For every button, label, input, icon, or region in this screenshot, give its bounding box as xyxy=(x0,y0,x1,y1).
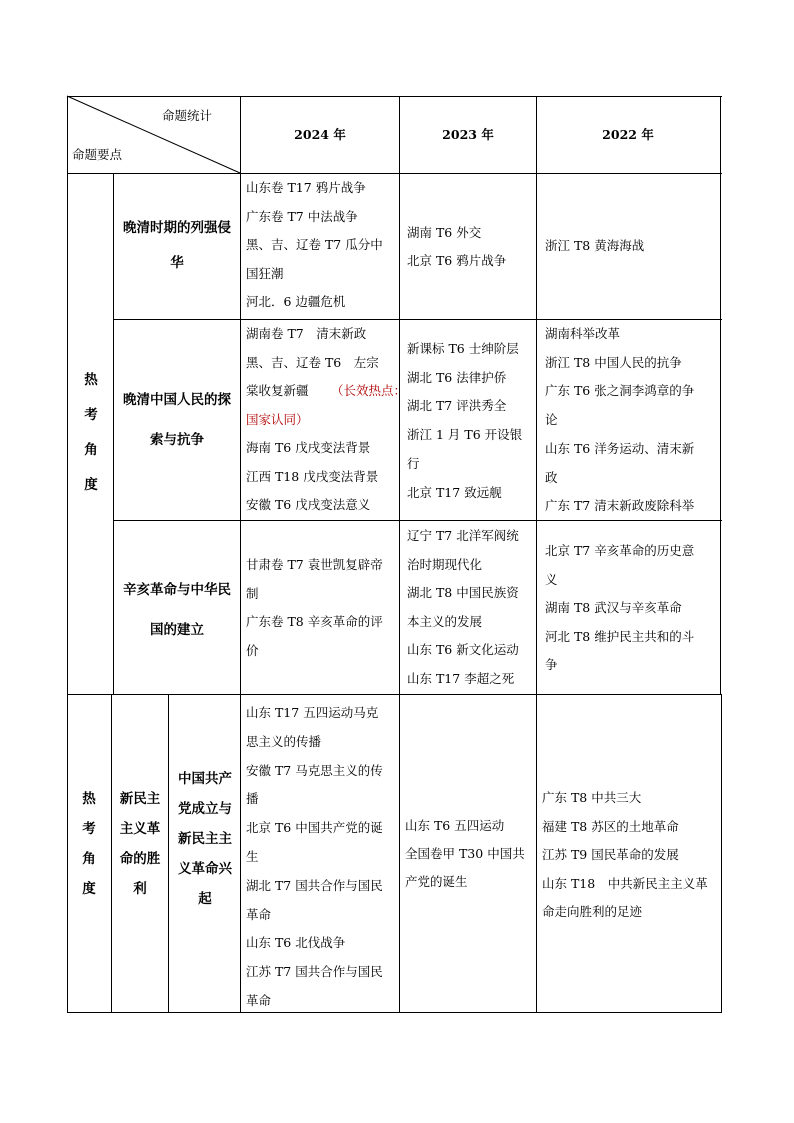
cell-2023-line: 辽宁 T7 北洋军阀统 xyxy=(407,528,519,543)
topic-label: 晚清中国人民的探 xyxy=(123,392,231,408)
topic-label: 国的建立 xyxy=(150,622,204,638)
hot-angle-label: 考 xyxy=(82,821,96,837)
cell-2024-line: 革命 xyxy=(246,906,272,922)
cell-2023-line: 北京 T6 鸦片战争 xyxy=(407,253,507,268)
cell-2023-line: 山东 T6 五四运动 xyxy=(405,818,505,833)
cell-2024-line: 海南 T6 戊戌变法背景 xyxy=(246,440,371,455)
cell-2024-line: 广东卷 T7 中法战争 xyxy=(246,208,358,224)
cell-2024-line: 广东卷 T8 辛亥革命的评 xyxy=(246,614,383,629)
cell-2024-line: 江西 T18 戊戌变法背景 xyxy=(246,468,379,484)
cell-2022-line: 湖南 T8 武汉与辛亥革命 xyxy=(545,600,682,615)
hot-angle-label: 热 xyxy=(84,372,98,388)
cell-2024-line: 湖北 T7 国共合作与国民 xyxy=(246,877,383,893)
cell-2024-line: 山东 T6 北伐战争 xyxy=(246,935,346,951)
cell-2022-line: 政 xyxy=(545,469,558,485)
category-label: 利 xyxy=(133,881,147,897)
topic-label: 义革命兴 xyxy=(178,861,232,877)
cell-2024-line: 思主义的传播 xyxy=(246,733,322,749)
cell-2024-line: 制 xyxy=(246,585,259,601)
topic-label: 索与抗争 xyxy=(150,432,204,448)
cell-2024-line: 北京 T6 中国共产党的诞 xyxy=(246,820,383,836)
cell-2023-line: 产党的诞生 xyxy=(405,874,468,889)
cell-2024-line: 山东卷 T17 鸦片战争 xyxy=(246,180,366,195)
cell-2023-line: 山东 T6 新文化运动 xyxy=(407,642,519,657)
cell-2022-line: 北京 T7 辛亥革命的历史意 xyxy=(545,543,695,558)
cell-2023-line: 本主义的发展 xyxy=(407,613,483,629)
topic-label: 党成立与 xyxy=(178,801,232,817)
cell-2023-line: 北京 T17 致远舰 xyxy=(407,484,502,500)
cell-2024-line: 湖南卷 T7 清末新政 xyxy=(246,326,367,341)
cell-2022-line: 山东 T18 中共新民主主义革 xyxy=(542,875,708,891)
topic-label: 华 xyxy=(170,255,184,271)
cell-2023-line: 治时期现代化 xyxy=(407,556,483,572)
cell-2023-line: 山东 T17 李超之死 xyxy=(407,670,515,686)
cell-2022-line: 论 xyxy=(545,412,558,428)
cell-2022-line: 命走向胜利的足迹 xyxy=(542,904,643,919)
cell-2024-line: 国狂潮 xyxy=(246,265,284,281)
topic-label: 晚清时期的列强侵 xyxy=(123,220,231,236)
cell-2024-line: 黑、吉、辽卷 T7 瓜分中 xyxy=(246,237,383,252)
cell-2022-line: 浙江 T8 黄海海战 xyxy=(545,238,645,253)
topic-label: 新民主主 xyxy=(178,831,232,847)
cell-2022-line: 浙江 T8 中国人民的抗争 xyxy=(545,354,682,370)
topic-label: 中国共产 xyxy=(178,771,232,787)
cell-2023-line: 浙江 1 月 T6 开设银 xyxy=(407,427,523,443)
cell-2022-line: 福建 T8 苏区的土地革命 xyxy=(542,818,679,834)
cell-2024-line: 河北．6 边疆危机 xyxy=(246,294,346,309)
cell-2024-line: 黑、吉、辽卷 T6 左宗 xyxy=(246,354,379,370)
cell-2022-line: 河北 T8 维护民主共和的斗 xyxy=(545,628,695,644)
cell-2023-line: 湖南 T6 外交 xyxy=(407,225,482,240)
cell-2022-line: 义 xyxy=(545,571,558,587)
cell-2024-line: 生 xyxy=(246,849,259,864)
cell-2022-line: 江苏 T9 国民革命的发展 xyxy=(542,847,679,862)
cell-2023-line: 行 xyxy=(407,455,420,471)
category-label: 命的胜 xyxy=(119,851,161,867)
cell-2022-line: 广东 T7 清末新政废除科举 xyxy=(545,498,695,514)
cell-2023-line: 湖北 T7 评洪秀全 xyxy=(407,398,507,414)
cell-2024-line: 安徽 T7 马克思主义的传 xyxy=(246,762,383,778)
year-header-2023: 2023 年 xyxy=(442,127,494,142)
cell-2023-line: 湖北 T8 中国民族资 xyxy=(407,585,519,600)
cell-2023-line: 湖北 T6 法律护侨 xyxy=(407,369,507,385)
hotspot-note: 国家认同） xyxy=(246,412,309,427)
category-label: 新民主 xyxy=(119,791,161,807)
cell-2024-line: 播 xyxy=(246,791,259,807)
cell-2024-line: 棠收复新疆 xyxy=(246,383,309,398)
topic-label: 辛亥革命与中华民 xyxy=(123,582,231,598)
topic-label: 起 xyxy=(198,891,212,907)
cell-2022-line: 湖南科举改革 xyxy=(545,326,621,341)
hotspot-note: （长效热点： xyxy=(331,383,407,398)
cell-2022-line: 广东 T8 中共三大 xyxy=(542,790,642,805)
cell-2024-line: 江苏 T7 国共合作与国民 xyxy=(246,964,383,980)
hot-angle-label: 度 xyxy=(82,881,96,897)
hot-angle-label: 考 xyxy=(84,407,98,423)
cell-2024-line: 安徽 T6 戊戌变法意义 xyxy=(246,497,371,512)
hot-angle-label: 角 xyxy=(84,442,98,458)
cell-2024-line: 山东 T17 五四运动马克 xyxy=(246,705,379,720)
hot-angle-label: 角 xyxy=(82,851,96,867)
cell-2023-line: 新课标 T6 士绅阶层 xyxy=(407,341,519,356)
cell-2024-line: 革命 xyxy=(246,993,272,1008)
hot-angle-label: 度 xyxy=(84,477,98,493)
year-header-2024: 2024 年 xyxy=(294,127,346,142)
cell-2022-line: 山东 T6 洋务运动、清末新 xyxy=(545,440,695,456)
cell-2023-line: 全国卷甲 T30 中国共 xyxy=(405,846,525,861)
cell-2022-line: 广东 T6 张之洞李鸿章的争 xyxy=(545,383,695,399)
category-label: 主义革 xyxy=(119,821,161,837)
header-point-label: 命题要点 xyxy=(72,147,123,162)
year-header-2022: 2022 年 xyxy=(602,127,654,142)
cell-2024-line: 价 xyxy=(246,642,259,658)
hot-angle-label: 热 xyxy=(82,791,96,807)
cell-2022-line: 争 xyxy=(545,657,558,672)
cell-2024-line: 甘肃卷 T7 袁世凯复辟帝 xyxy=(246,557,383,572)
header-stat-label: 命题统计 xyxy=(162,108,213,123)
